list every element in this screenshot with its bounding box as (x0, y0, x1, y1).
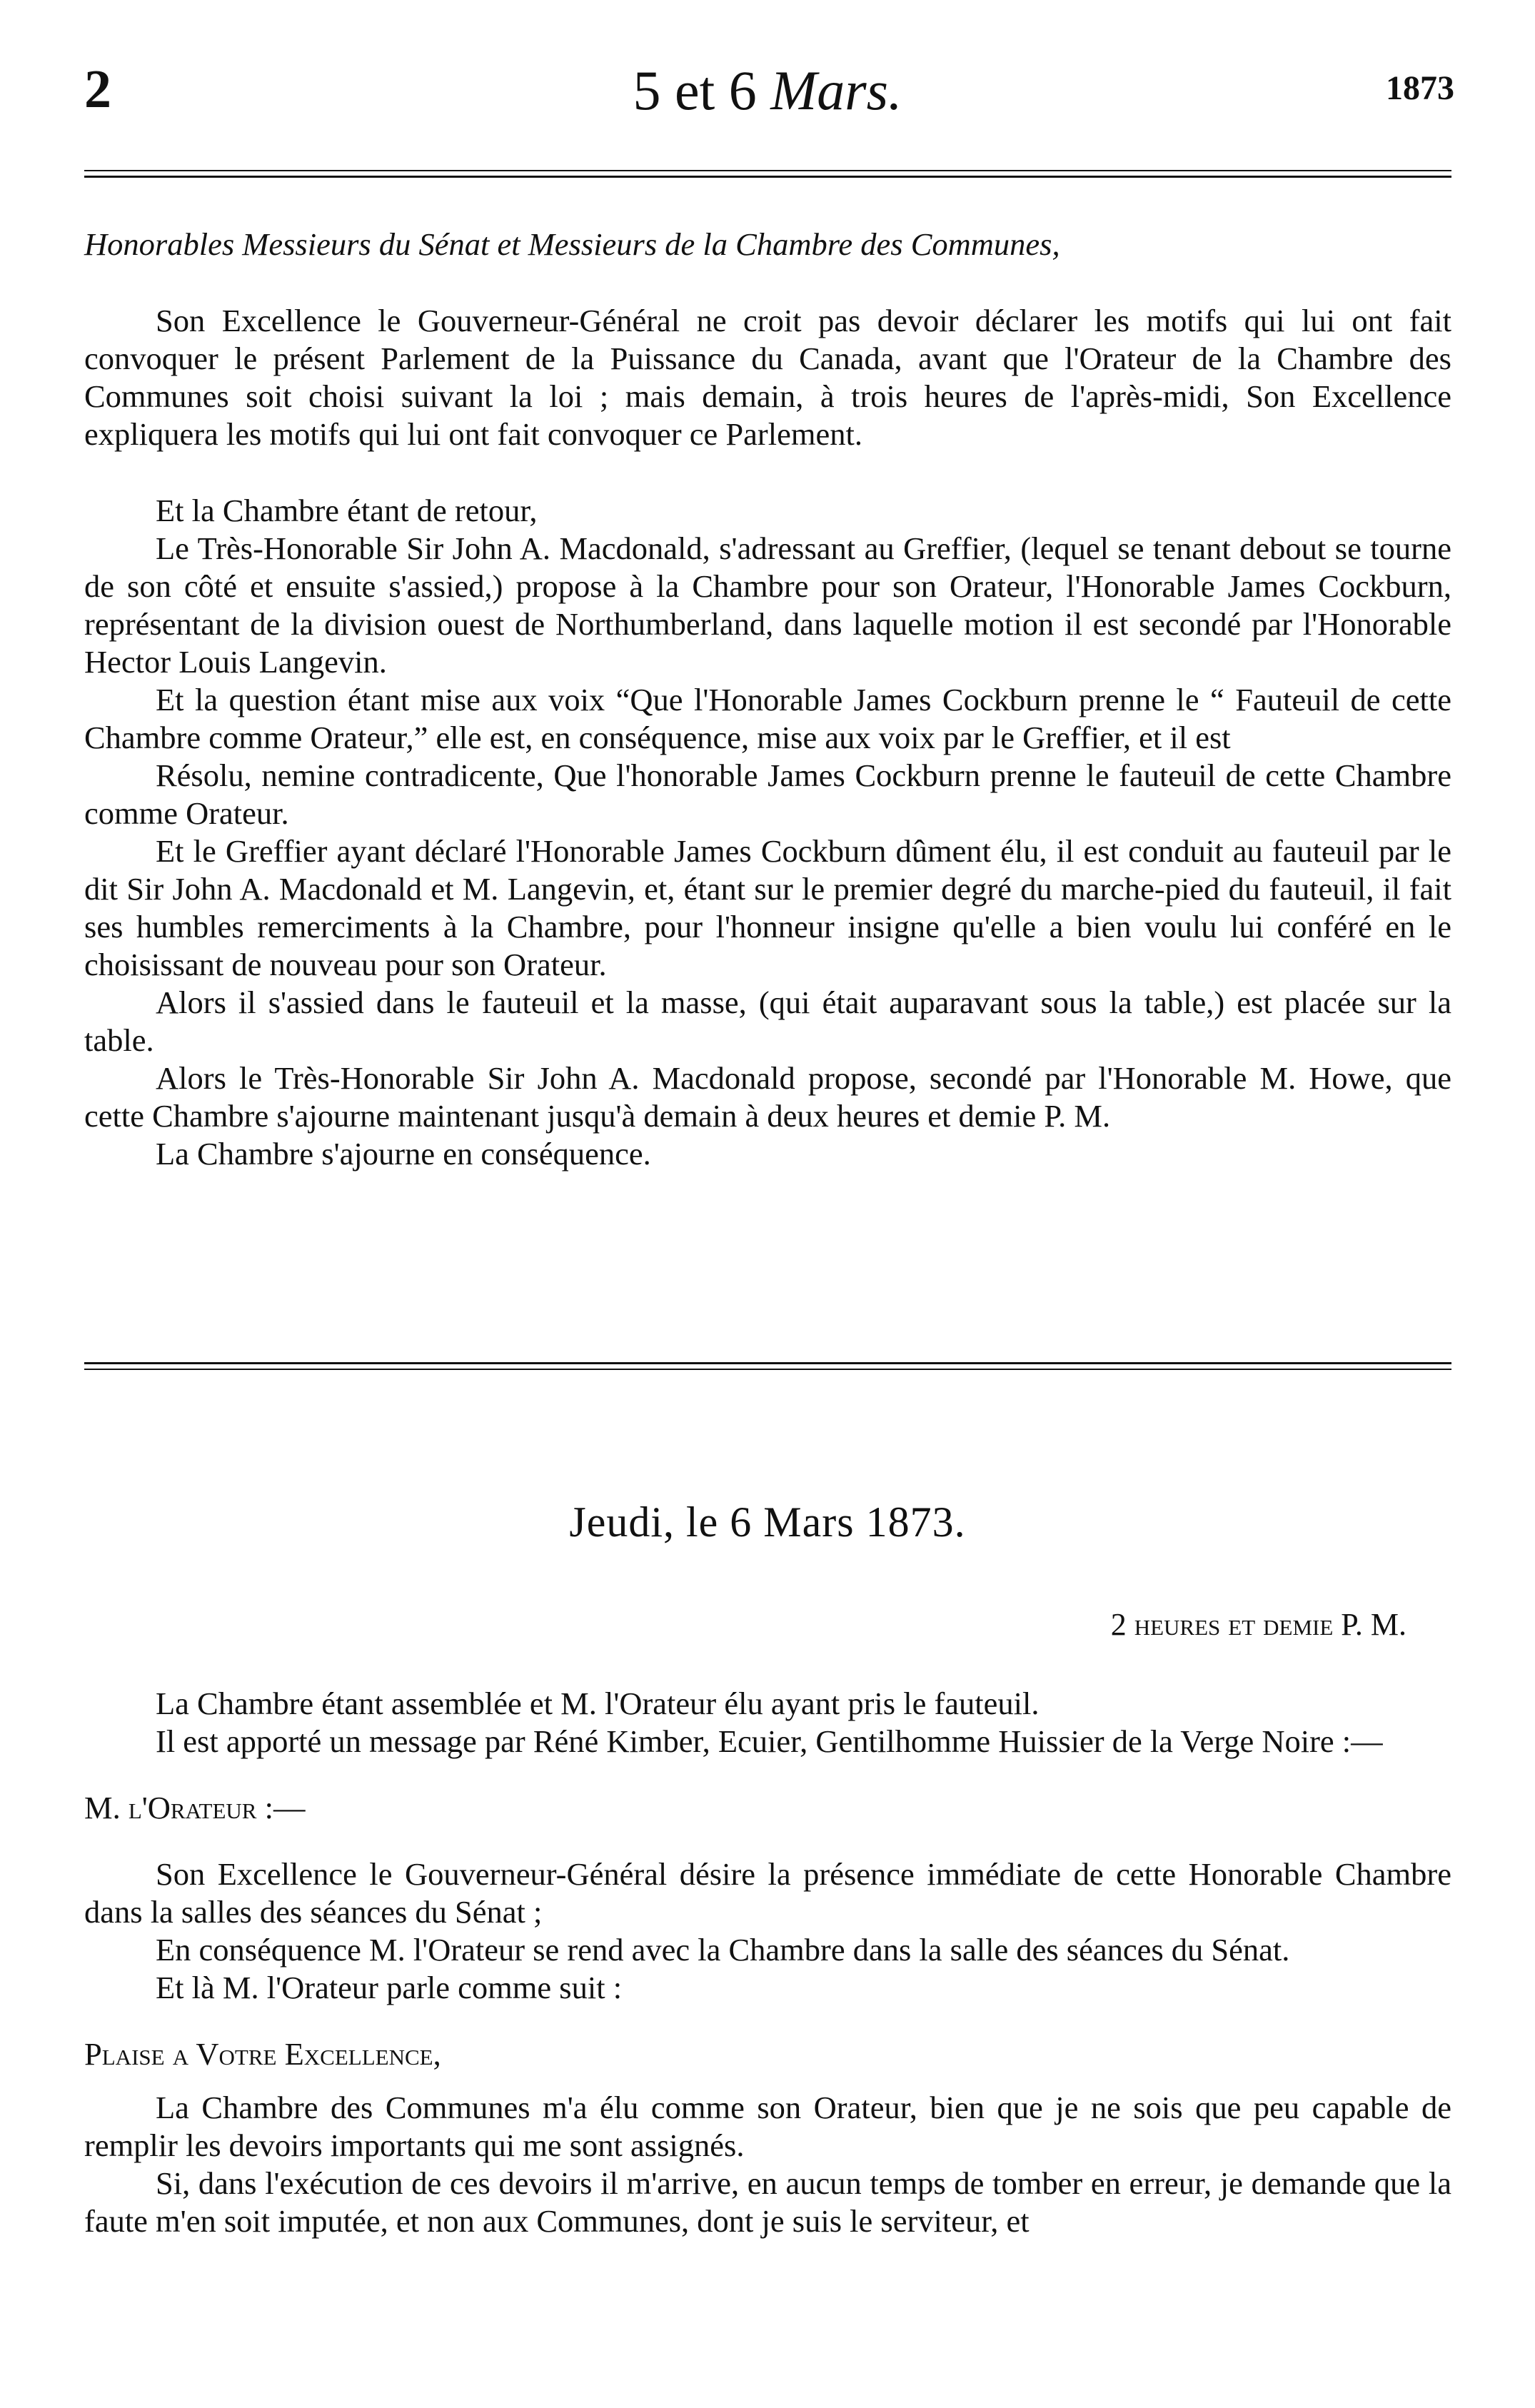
paragraph: Alors il s'assied dans le fauteuil et la masse, (qui était auparavant sous la table,) est placée sur la table. (84, 984, 1451, 1058)
page-number: 2 (84, 59, 111, 119)
paragraph: Son Excellence le Gouverneur-Général ne croit pas devoir déclarer les motifs qui lui ont fait convoquer le présent Parlement de la Puissance du Canada, avant que l'Orateur de la Chambre des Communes soit choisi suivant la loi ; mais demain, à trois heures de l'après-midi, Son Excellence expliquera les motifs qui lui ont fait convoquer ce Parlement. (84, 303, 1451, 452)
paragraph: Résolu, nemine contradicente, Que l'honorable James Cockburn prenne le fauteuil de cette Chambre comme Orateur. (84, 757, 1451, 831)
paragraph: Il est apporté un message par Réné Kimber, Ecuier, Gentilhomme Huissier de la Verge Noire :— (156, 1723, 1383, 1759)
running-title-prefix: 5 et 6 (633, 59, 757, 121)
paragraph: La Chambre des Communes m'a élu comme son Orateur, bien que je ne sois que peu capable de remplir les devoirs importants qui me sont assignés. (84, 2090, 1451, 2163)
salutation: Honorables Messieurs du Sénat et Messieurs de la Chambre des Communes, (84, 226, 1060, 262)
paragraph: Et le Greffier ayant déclaré l'Honorable James Cockburn dûment élu, il est conduit au fauteuil par le dit Sir John A. Macdonald et M. Langevin, et, étant sur le premier degré du marche-pied du fauteuil, il fait ses humbles remerciments à la Chambre, pour l'honneur insigne qu'elle a bien voulu lui conféré en le choisissant de nouveau pour son Orateur. (84, 833, 1451, 982)
paragraph: Le Très-Honorable Sir John A. Macdonald, s'adressant au Greffier, (lequel se tenant debout se tourne de son côté et ensuite s'assied,) propose à la Chambre pour son Orateur, l'Honorable James Cockburn, représentant de la division ouest de Northumberland, dans laquelle motion il est secondé par l'Honorable Hector Louis Langevin. (84, 530, 1451, 680)
running-title (0, 59, 1535, 123)
paragraph: Si, dans l'exécution de ces devoirs il m'arrive, en aucun temps de tomber en erreur, je demande que la faute m'en soit imputée, et non aux Communes, dont je suis le serviteur, et (84, 2165, 1451, 2239)
proceedings-section-2 (84, 1685, 1451, 2240)
page-header (0, 59, 1535, 123)
sitting-heading: Jeudi, le 6 Mars 1873. (569, 1498, 966, 1546)
running-title-month: Mars. (770, 59, 902, 121)
paragraph: En conséquence M. l'Orateur se rend avec la Chambre dans la salle des séances du Sénat. (156, 1932, 1290, 1968)
paragraph: Alors le Très-Honorable Sir John A. Macdonald propose, secondé par l'Honorable M. Howe, que cette Chambre s'ajourne maintenant jusqu'à demain à deux heures et demie P. M. (84, 1060, 1451, 1134)
paragraph: Et là M. l'Orateur parle comme suit : (156, 1970, 623, 2005)
paragraph: Et la question étant mise aux voix “Que l'Honorable James Cockburn prenne le “ Fauteuil de cette Chambre comme Orateur,” elle est, en conséquence, mise aux voix par le Greffier, et il est (84, 682, 1451, 755)
paragraph: Et la Chambre étant de retour, (156, 493, 538, 528)
page-year: 1873 (1386, 69, 1454, 107)
paragraph: Son Excellence le Gouverneur-Général désire la présence immédiate de cette Honorable Chambre dans la salles des séances du Sénat ; (84, 1856, 1451, 1930)
paragraph: La Chambre étant assemblée et M. l'Orateur élu ayant pris le fauteuil. (156, 1686, 1040, 1721)
proceedings-section-1 (84, 226, 1451, 1173)
sitting-time: 2 heures et demie P. M. (1110, 1607, 1406, 1642)
header-rule (84, 170, 1451, 182)
address-heading: M. l'Orateur :— (84, 1790, 306, 1825)
paragraph: La Chambre s'ajourne en conséquence. (156, 1136, 651, 1172)
section-divider (84, 1362, 1451, 1374)
address-heading: Plaise a Votre Excellence, (84, 2036, 441, 2072)
